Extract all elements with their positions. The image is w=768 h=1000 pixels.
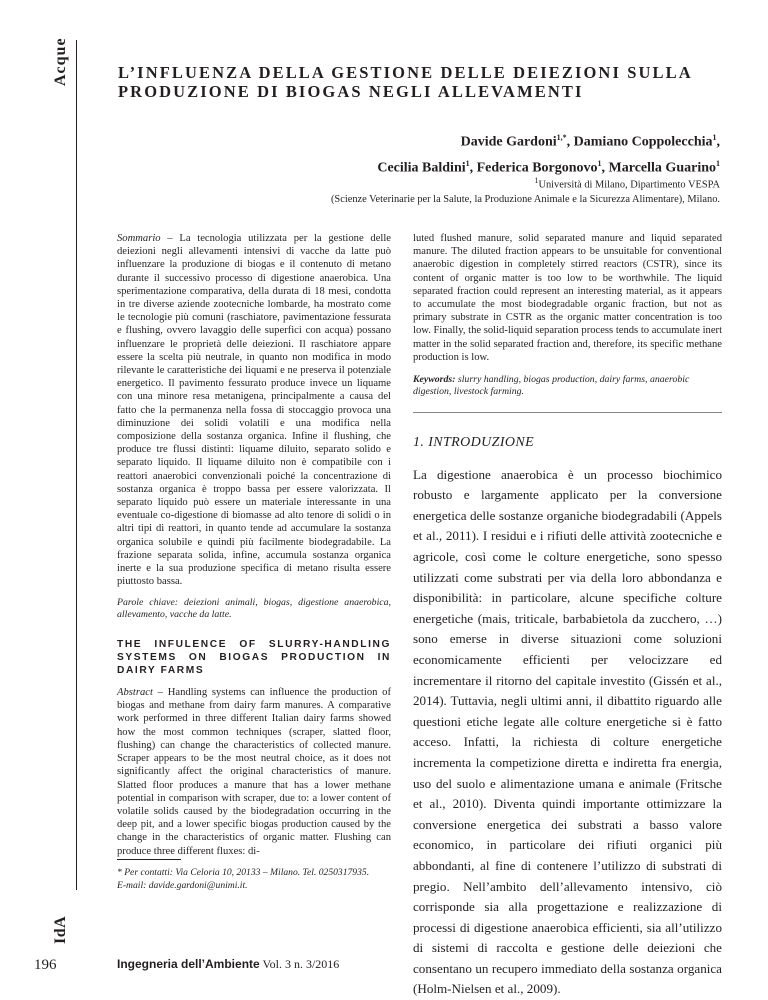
introduction-paragraph: La digestione anaerobica è un processo biochimico robusto e largamente applicato per la conversione energetica delle sostanze organiche biodegradabili (Appels et al., 2011). I residui e i rifiuti delle attività zootecniche e agricole, così come le colture energetiche, sono spesso utilizzati come substrati per via della loro abbondanza e disponibilità: in particolare, alcune specifiche colture energetiche (mais, triticale, barbabietola da zucchero, …) sono emerse in diverse situazioni come soluzioni economicamente efficienti per velocizzare ed incrementare il ritorno del capitale investito (Gissén et al., 2014). Tuttavia, negli ultimi anni, il dibattito riguardo alle questioni etiche legate alle colture energetiche si è fatto acceso. Infatti, la richiesta di colture energetiche incrementa la competizione diretta e indiretta fra energia, uso del suolo e alimentazione umana e animale (Fritsche et al., 2010). Diventa quindi importante ottimizzare la conversione energetica dei substrati a basso valore economico, in particolare dei rifiuti organici più abbondanti, al fine di contenere l’utilizzo di substrati di pregio. Nell’ambito dell’allevamento intensivo, ciò corrisponde sia alla progettazione e realizzazione di processi di digestione anaerobica efficienti, sia all’utilizzo di sistemi di raccolta e gestione delle deiezioni che consentano un recupero immediato della sostanza organica (Holm-Nielsen et al., 2009). [413,466,722,997]
journal-issue: Vol. 3 n. 3/2016 [259,957,340,971]
author-sup: 1,* [556,133,567,142]
affiliation [331,173,720,207]
affiliation-text: Università di Milano, Dipartimento VESPA [538,179,720,191]
abstract-text: – Handling systems can influence the production of biogas and methane from dairy farm manures. A comparative work performed in three different Italian dairy farms showed how the most common techniques (scraper, slatted floor, flushing) can change the characteristics of collected manure. Scraper appears to be the most neutral choice, as it does not significantly affect the original characteristics of manure. Slatted floor produces a manure that has a lower methane potential in comparison with scraper, due to: a lower content of volatile solids caused by the biodegradation occurring in the deep pit, and a lower specific biogas production caused by the change in the characteristics of organic matter. Flushing can produce three different fluxes: di- [117,687,391,857]
affiliation-line-2: (Scienze Veterinarie per la Salute, la Produzione Animale e la Sicurezza Alimentare), Milano. [330,194,720,206]
section-heading: 1. INTRODUZIONE [413,434,535,450]
sommario-label: Sommario [117,233,161,244]
affiliation-sup: 1 [534,176,539,185]
page-number: 196 [34,957,57,973]
author-name: Cecilia Baldini [377,160,466,176]
sommario [117,232,391,588]
footnote-contact: * Per contatti: Via Celoria 10, 20133 – Milano. Tel. 0250317935. [117,867,370,878]
abstract-continued: luted flushed manure, solid separated manure and liquid separated manure. The diluted fraction appears to be unsuitable for conventional anaerobic digestion in completely stirred reactors (CSTR), since its content of organic matter is too low to be worthwhile. The liquid separated fraction could represent an interesting material, as it appears to accumulate the most biodegradable organic fraction, but not as primary substrate in CSTR as the organic matter concentration is too low. Finally, the solid-liquid separation process tends to accumulate inert matter in the solid separated fraction and, therefore, its specific methane production is low. [413,233,723,363]
footnote [117,866,407,892]
journal-name: Ingegneria dell’Ambiente [117,957,260,971]
parole-chiave [117,597,391,621]
author-name: , Marcella Guarino [601,160,716,176]
author-name: , Federica Borgonovo [469,160,598,176]
author-list [377,127,720,178]
parole-chiave-label: Parole chiave: [117,597,179,609]
abstract-label: Abstract [117,687,153,699]
author-line-1 [377,127,720,153]
keywords-text: slurry handling, biogas production, dairy farms, anaerobic digestion, livestock farming. [413,374,690,397]
sidebar-rule [76,40,77,890]
author-name: Davide Gardoni [460,134,557,150]
abstract [117,686,391,858]
right-column [413,232,722,1000]
author-separator: , [716,134,720,150]
journal-logo: IdA [52,915,69,944]
footnote-email: E-mail: davide.gardoni@unimi.it. [117,880,248,891]
author-name: , Damiano Coppolecchia [566,134,713,150]
keywords-label: Keywords: [413,374,456,386]
sidebar [0,0,84,994]
english-title: THE INFULENCE OF SLURRY-HANDLING SYSTEMS ON BIOGAS PRODUCTION IN DAIRY FARMS [117,639,391,677]
section-label: Acque [52,37,69,86]
section-divider [413,412,722,413]
author-sup: 1 [712,133,717,142]
journal-footer [117,957,339,972]
left-column [117,232,391,858]
author-sup: 1 [597,158,602,168]
author-sup: 1 [465,158,470,168]
paper-title: L’INFLUENZA DELLA GESTIONE DELLE DEIEZIONI SULLA PRODUZIONE DI BIOGAS NEGLI ALLEVAMENTI [118,63,692,101]
author-sup: 1 [716,158,720,168]
parole-chiave-text: deiezioni animali, biogas, digestione anaerobica, allevamento, vacche da latte. [117,597,392,621]
affiliation-line-1 [331,173,720,192]
footnote-rule [117,859,181,860]
keywords [413,374,722,398]
sommario-text: – La tecnologia utilizzata per la gestione delle deiezioni negli allevamenti intensivi di vacche da latte può influenzare la produzione di biogas e il contenuto di metano durante il successivo processo di digestione anaerobica. Una sperimentazione comparativa, della durata di 18 mesi, condotta in tre diverse aziende zootecniche lombarde, ha mostrato come le tecnologie più comuni (raschiatore, pavimentazione fessurata e flushing, ovvero lavaggio delle superfici con acqua) possano influenzare le proprietà delle deiezioni. Il raschiatore appare essere la scelta più neutrale, in quanto non modifica in modo rilevante le caratteristiche dei liquami e ne preserva il potenziale energetico. Il pavimento fessurato produce invece un liquame con una minore resa metanigena, principalmente a causa del fatto che la permanenza nella fossa di stoccaggio provoca una diminuzione dei solidi volatili e una modifica nella composizione della sostanza organica. Infine il flushing, che produce tre flussi distinti: liquame diluito, separato solido e separato liquido. Il liquame diluito non è compatibile con i reattori anaerobici convenzionali poiché la concentrazione di sostanza organica è troppo bassa per essere valorizzata. Il separato liquido può essere un materiale interessante in una eventuale co-digestione di biomasse ad alto tenore di solidi o in altri tipi di reattori, in quanto tende ad accumulare la sostanza organica solubile e quindi più facilmente biodegradabile. La frazione separata solida, infine, accumula sostanza organica inerte e la sua produzione specifica di metano risulta essere piuttosto bassa. [117,233,391,588]
